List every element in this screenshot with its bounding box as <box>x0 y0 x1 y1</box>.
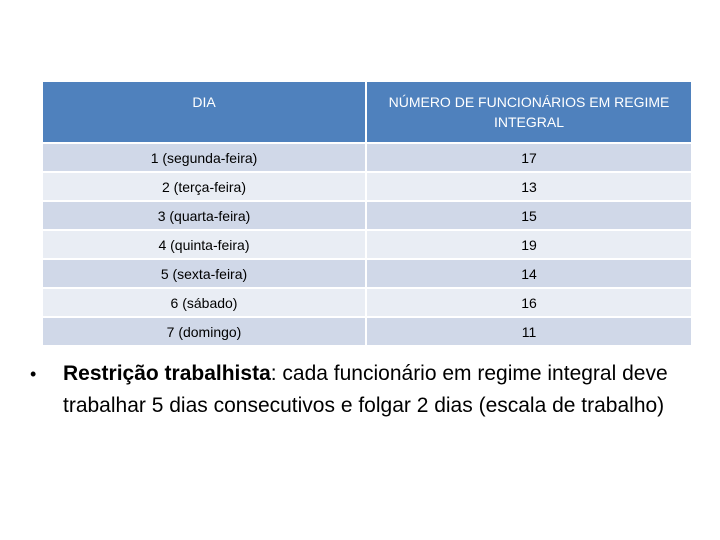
cell-num: 13 <box>366 172 691 201</box>
cell-dia: 4 (quinta-feira) <box>43 230 366 259</box>
bullet-separator: : <box>270 362 283 385</box>
cell-num: 11 <box>366 317 691 345</box>
cell-dia: 7 (domingo) <box>43 317 366 345</box>
bullet-text <box>63 358 690 422</box>
cell-dia: 6 (sábado) <box>43 288 366 317</box>
header-dia: DIA <box>43 82 366 143</box>
table-row <box>43 201 691 230</box>
cell-dia: 3 (quarta-feira) <box>43 201 366 230</box>
cell-num: 14 <box>366 259 691 288</box>
table-row <box>43 230 691 259</box>
header-numero-funcionarios: NÚMERO DE FUNCIONÁRIOS EM REGIME INTEGRAL <box>366 82 691 143</box>
cell-num: 16 <box>366 288 691 317</box>
table-row <box>43 288 691 317</box>
table-row <box>43 172 691 201</box>
table-header-row <box>43 82 691 143</box>
cell-num: 17 <box>366 143 691 172</box>
cell-dia: 2 (terça-feira) <box>43 172 366 201</box>
cell-num: 15 <box>366 201 691 230</box>
table-row <box>43 143 691 172</box>
bullet-label: Restrição trabalhista <box>63 362 271 385</box>
cell-dia: 1 (segunda-feira) <box>43 143 366 172</box>
cell-dia: 5 (sexta-feira) <box>43 259 366 288</box>
schedule-table <box>43 82 691 345</box>
bullet-body: cada funcionário em regime integral deve trabalhar 5 dias consecutivos e folgar 2 dias (escala de trabalho) <box>63 362 668 417</box>
bullet-point <box>30 358 690 422</box>
schedule-table-container <box>43 82 691 345</box>
table-row <box>43 317 691 345</box>
bullet-icon: • <box>30 364 37 384</box>
table-row <box>43 259 691 288</box>
cell-num: 19 <box>366 230 691 259</box>
